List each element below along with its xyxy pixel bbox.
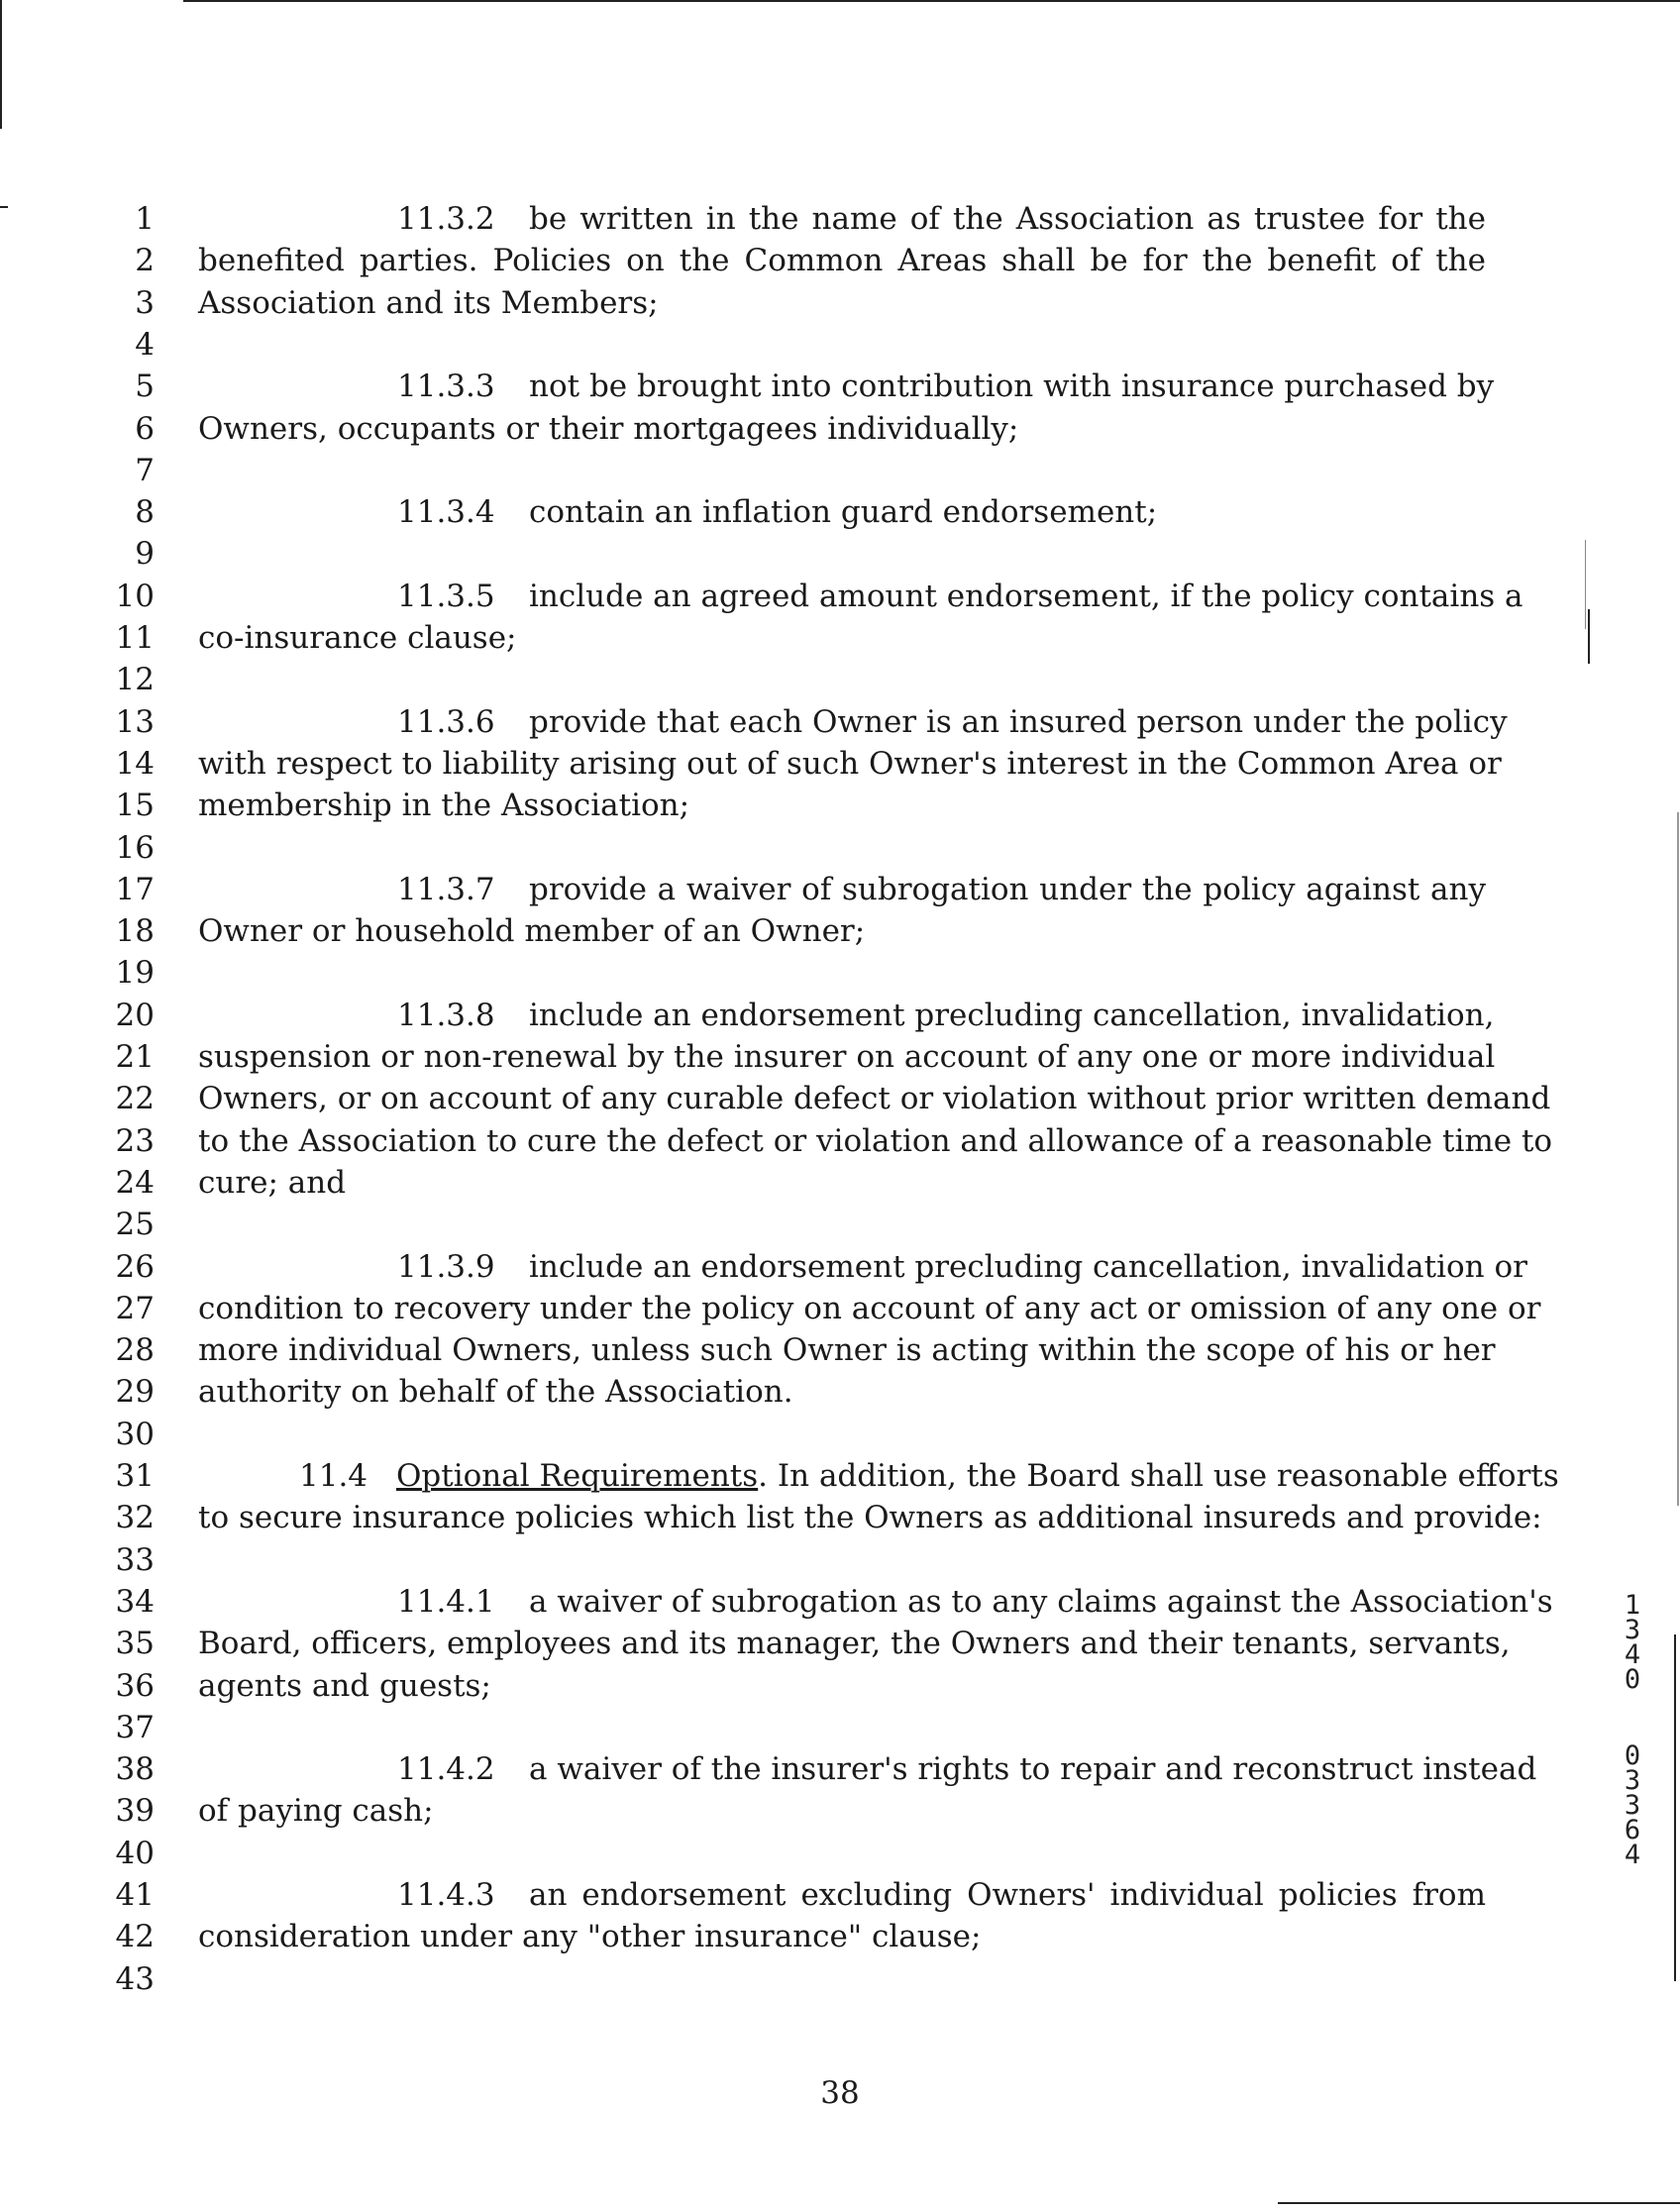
line-content: a waiver of the insurer's rights to repair and reconstruct instead	[529, 1751, 1537, 1788]
line-content: Owners, occupants or their mortgagees individually;	[198, 410, 1019, 447]
line-number: 37	[115, 1709, 155, 1745]
line-number: 21	[115, 1039, 155, 1075]
line-text	[198, 240, 1486, 281]
document-line	[0, 1790, 1680, 1832]
section-number: 11.3.8	[397, 997, 495, 1033]
document-line	[0, 533, 1680, 575]
line-text	[198, 701, 1508, 743]
line-number: 35	[115, 1626, 155, 1662]
section-number: 11.4.3	[397, 1877, 495, 1913]
stamp-digit: 1	[1624, 1590, 1641, 1621]
line-text	[198, 785, 1486, 826]
line-text	[198, 1078, 1551, 1119]
line-number: 34	[115, 1583, 155, 1620]
line-number: 13	[115, 703, 155, 740]
document-line	[0, 617, 1680, 659]
line-text	[198, 1329, 1496, 1371]
stamp-digit: 0	[1624, 1740, 1641, 1771]
line-text	[198, 617, 1486, 659]
line-content: to secure insurance policies which list the Owners as additional insureds and provide:	[198, 1500, 1542, 1536]
document-line	[0, 785, 1680, 826]
line-text	[198, 1581, 1553, 1623]
section-number: 11.3.9	[397, 1248, 495, 1285]
document-line	[0, 1120, 1680, 1162]
line-text	[198, 491, 1486, 533]
line-number: 12	[115, 662, 155, 698]
document-line	[0, 282, 1680, 324]
section-number: 11.4.2	[397, 1751, 495, 1788]
section-number: 11.3.4	[397, 494, 495, 531]
line-content: with respect to liability arising out of such Owner's interest in the Common Area or	[198, 745, 1502, 782]
stamp-digit: 4	[1624, 1840, 1641, 1870]
line-content: not be brought into contribution with insurance purchased by	[529, 369, 1495, 405]
line-content: provide a waiver of subrogation under the policy against any	[529, 871, 1486, 907]
line-text	[198, 1665, 1486, 1707]
document-line	[0, 491, 1680, 533]
line-number: 30	[115, 1416, 155, 1452]
line-number: 20	[115, 997, 155, 1033]
line-text	[198, 282, 1486, 324]
line-number: 23	[115, 1122, 155, 1159]
document-line	[0, 1078, 1680, 1119]
line-text	[198, 408, 1486, 450]
document-line	[0, 1036, 1680, 1078]
document-line	[0, 1958, 1680, 2000]
line-content: include an endorsement precluding cancellation, invalidation or	[529, 1248, 1527, 1285]
line-number: 17	[115, 871, 155, 907]
line-number: 28	[115, 1332, 155, 1369]
document-line	[0, 1833, 1680, 1874]
section-number: 11.4.1	[397, 1583, 495, 1620]
document-line	[0, 869, 1680, 910]
document-line	[0, 366, 1680, 407]
document-line	[0, 1371, 1680, 1413]
top-border-line	[183, 0, 1680, 2]
document-line	[0, 1246, 1680, 1288]
line-content: include an agreed amount endorsement, if the policy contains a	[529, 578, 1523, 614]
line-text	[198, 1748, 1537, 1790]
document-line	[0, 1916, 1680, 1957]
document-line	[0, 240, 1680, 281]
section-number: 11.3.5	[397, 578, 495, 614]
line-text	[198, 1371, 1486, 1413]
stamp-digit: 3	[1624, 1615, 1641, 1645]
document-line	[0, 1329, 1680, 1371]
line-number: 16	[115, 829, 155, 866]
line-text	[198, 576, 1523, 617]
line-content: Board, officers, employees and its manager, the Owners and their tenants, servants,	[198, 1626, 1511, 1662]
line-number: 14	[115, 745, 155, 782]
document-line	[0, 198, 1680, 240]
document-line	[0, 1497, 1680, 1538]
line-content: Association and its Members;	[198, 284, 659, 321]
document-line	[0, 1665, 1680, 1707]
section-number: 11.3.7	[397, 871, 495, 907]
line-number: 31	[115, 1458, 155, 1494]
section-number: 11.3.2	[397, 201, 495, 237]
line-number: 32	[115, 1500, 155, 1536]
stamp-digit: 3	[1624, 1790, 1641, 1821]
document-line	[0, 1623, 1680, 1664]
line-number: 29	[115, 1374, 155, 1411]
line-content: be written in the name of the Association as trustee for the	[529, 201, 1486, 237]
line-content: agents and guests;	[198, 1667, 491, 1704]
line-number: 2	[135, 243, 155, 279]
line-content: Owner or household member of an Owner;	[198, 913, 866, 950]
line-number: 38	[115, 1751, 155, 1788]
line-content: a waiver of subrogation as to any claims against the Association's	[529, 1583, 1553, 1620]
section-number: 11.3.3	[397, 369, 495, 405]
line-text	[198, 1288, 1541, 1329]
line-number: 41	[115, 1877, 155, 1913]
line-text	[198, 995, 1495, 1036]
line-number: 9	[135, 536, 155, 573]
section-number: 11.3.6	[397, 703, 495, 740]
line-text	[198, 743, 1502, 785]
section-heading: Optional Requirements	[396, 1458, 759, 1494]
line-number: 11	[115, 620, 155, 656]
line-content: an endorsement excluding Owners' individual policies from	[529, 1877, 1486, 1913]
line-number: 19	[115, 955, 155, 992]
document-line	[0, 1539, 1680, 1581]
section-number: 11.4	[299, 1458, 368, 1494]
line-number: 3	[135, 284, 155, 321]
line-content: membership in the Association;	[198, 788, 690, 824]
document-line	[0, 1581, 1680, 1623]
line-text	[198, 1036, 1496, 1078]
line-text	[198, 1120, 1553, 1162]
line-content: benefited parties. Policies on the Common Areas shall be for the benefit of the	[198, 243, 1486, 279]
document-line	[0, 743, 1680, 785]
document-line	[0, 1455, 1680, 1497]
line-text	[198, 1455, 1559, 1497]
document-line	[0, 659, 1680, 700]
line-number: 6	[135, 410, 155, 447]
line-number: 43	[115, 1960, 155, 1997]
stamp-digit: 4	[1624, 1639, 1641, 1670]
document-line	[0, 952, 1680, 994]
line-text	[198, 1916, 1486, 1957]
document-line	[0, 827, 1680, 869]
document-line	[0, 408, 1680, 450]
stamp-digit: 3	[1624, 1765, 1641, 1796]
stamp-digit: 0	[1624, 1664, 1641, 1695]
line-number: 4	[135, 326, 155, 363]
line-number: 42	[115, 1919, 155, 1955]
line-number: 10	[115, 578, 155, 614]
line-text	[198, 1162, 1486, 1204]
line-content: consideration under any "other insurance" clause;	[198, 1919, 982, 1955]
line-number: 33	[115, 1541, 155, 1578]
line-text	[198, 366, 1495, 407]
line-content: include an endorsement precluding cancellation, invalidation,	[529, 997, 1495, 1033]
line-number: 25	[115, 1207, 155, 1243]
line-text	[198, 910, 1486, 952]
line-number: 8	[135, 494, 155, 531]
line-number: 1	[135, 201, 155, 237]
line-content: contain an inflation guard endorsement;	[529, 494, 1158, 531]
line-number: 24	[115, 1164, 155, 1201]
line-content: cure; and	[198, 1164, 347, 1201]
line-text	[198, 1623, 1511, 1664]
line-content: to the Association to cure the defect or violation and allowance of a reasonable time to	[198, 1122, 1553, 1159]
document-line	[0, 1204, 1680, 1245]
document-line	[0, 1162, 1680, 1204]
line-number: 26	[115, 1248, 155, 1285]
line-text	[198, 198, 1486, 240]
line-number: 27	[115, 1290, 155, 1326]
line-text	[198, 869, 1486, 910]
stamp-digit: 6	[1624, 1815, 1641, 1845]
document-line	[0, 1414, 1680, 1455]
line-number: 15	[115, 788, 155, 824]
document-line	[0, 324, 1680, 366]
line-number: 39	[115, 1793, 155, 1830]
line-content: provide that each Owner is an insured person under the policy	[529, 703, 1508, 740]
line-number: 36	[115, 1667, 155, 1704]
document-line	[0, 1748, 1680, 1790]
recording-stamp-number-2	[1621, 1740, 1644, 1870]
line-number: 18	[115, 913, 155, 950]
left-edge-mark	[0, 0, 2, 129]
line-content: Owners, or on account of any curable defect or violation without prior written demand	[198, 1081, 1551, 1117]
line-content: suspension or non-renewal by the insurer on account of any one or more individual	[198, 1039, 1496, 1075]
line-content: more individual Owners, unless such Owner is acting within the scope of his or her	[198, 1332, 1496, 1369]
line-content: co-insurance clause;	[198, 620, 517, 656]
document-line	[0, 450, 1680, 491]
document-line	[0, 910, 1680, 952]
document-line	[0, 701, 1680, 743]
recording-stamp-number-1	[1621, 1590, 1644, 1695]
line-content: condition to recovery under the policy on account of any act or omission of any one or	[198, 1290, 1541, 1326]
line-text	[198, 1790, 1486, 1832]
document-line	[0, 576, 1680, 617]
line-content: of paying cash;	[198, 1793, 434, 1830]
line-number: 5	[135, 369, 155, 405]
document-line	[0, 1288, 1680, 1329]
line-text	[198, 1497, 1542, 1538]
page-number: 38	[820, 2075, 860, 2111]
line-text	[198, 1874, 1486, 1916]
line-content: . In addition, the Board shall use reasonable efforts	[758, 1458, 1559, 1494]
line-number: 40	[115, 1835, 155, 1871]
bottom-border-line	[1278, 2202, 1680, 2204]
document-line	[0, 995, 1680, 1036]
line-content: authority on behalf of the Association.	[198, 1374, 793, 1411]
document-line	[0, 1874, 1680, 1916]
line-number: 7	[135, 452, 155, 488]
line-number: 22	[115, 1081, 155, 1117]
document-line	[0, 1707, 1680, 1748]
line-text	[198, 1246, 1527, 1288]
